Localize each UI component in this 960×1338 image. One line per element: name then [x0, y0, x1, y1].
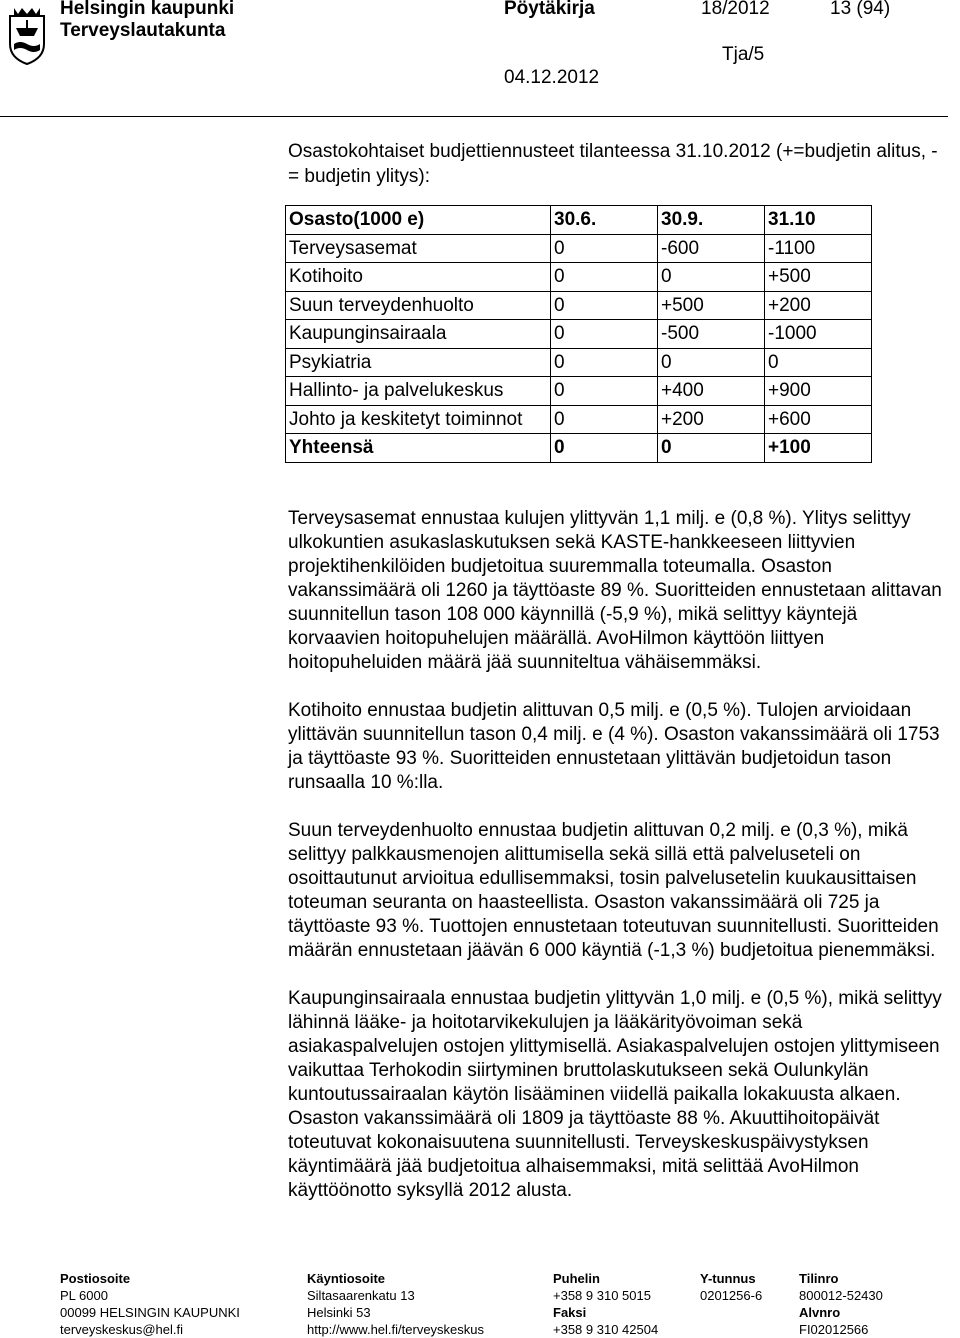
table-cell: +900: [765, 377, 872, 406]
table-cell: Johto ja keskitetyt toiminnot: [286, 405, 551, 434]
table-header-cell: 30.9.: [658, 206, 765, 235]
table-cell: 0: [551, 263, 658, 292]
table-cell: +500: [658, 291, 765, 320]
footer-line: PL 6000: [60, 1288, 108, 1303]
budget-forecast-table: [285, 205, 872, 463]
table-cell: 0: [551, 348, 658, 377]
table-row: [286, 405, 872, 434]
table-header-cell: Osasto(1000 e): [286, 206, 551, 235]
footer-business-id: [700, 1270, 762, 1304]
document-number: 18/2012: [701, 0, 770, 19]
table-cell: +200: [765, 291, 872, 320]
meeting-date: 04.12.2012: [504, 67, 600, 88]
helsinki-coat-of-arms-logo: [6, 4, 48, 66]
footer-account: [799, 1270, 883, 1338]
table-row: [286, 377, 872, 406]
table-header-cell: 31.10: [765, 206, 872, 235]
table-cell: Yhteensä: [286, 434, 551, 463]
table-cell: 0: [658, 348, 765, 377]
footer-phone: [553, 1270, 658, 1338]
footer-website-link[interactable]: http://www.hel.fi/terveyskeskus: [307, 1322, 485, 1337]
table-header-cell: 30.6.: [551, 206, 658, 235]
table-cell: Psykiatria: [286, 348, 551, 377]
footer-email-link[interactable]: terveyskeskus@hel.fi: [60, 1322, 184, 1337]
board-name: Terveyslautakunta: [60, 20, 226, 41]
table-cell: +400: [658, 377, 765, 406]
city-name: Helsingin kaupunki: [60, 0, 235, 19]
table-cell: 0: [551, 377, 658, 406]
table-header-row: [286, 206, 872, 235]
footer-label: Tilinro: [799, 1271, 839, 1286]
table-cell: Kaupunginsairaala: [286, 320, 551, 349]
table-cell: +100: [765, 434, 872, 463]
footer-label: Alvnro: [799, 1305, 841, 1320]
table-cell: Kotihoito: [286, 263, 551, 292]
paragraph-kotihoito: Kotihoito ennustaa budjetin alittuvan 0,5 milj. e (0,5 %). Tulojen arvioidaan ylittävän suunnitellun tason 0,4 milj. e (4 %). Osaston vakanssimäärä oli 1753 ja täyttöaste 93 %. Suoritteiden ennustetaan ylittävän budjetoidun tason runsaalla 10 %:lla.: [288, 700, 940, 793]
paragraph-suun-terveydenhuolto: Suun terveydenhuolto ennustaa budjetin alittuvan 0,2 milj. e (0,3 %), mikä selittyy palkkausmenojen alittumisella sekä sillä että palveluseteli on osoittautunut arvioitua edullisemmaksi, tosin palvelusetelin kuukausittaisen toteuman seuranta on haasteellista. Osaston vakanssimäärä oli 725 ja täyttöaste 93 %. Tuottojen ennustetaan toteutuvan suunnitellusti. Suoritteiden määrän ennustetaan jäävän 6 000 käyntiä (-1,3 %) budjetoitua pienemmäksi.: [288, 820, 939, 961]
table-cell: -600: [658, 234, 765, 263]
table-row: [286, 291, 872, 320]
table-row: [286, 263, 872, 292]
footer-line: +358 9 310 42504: [553, 1322, 659, 1337]
footer-visiting-address: [307, 1270, 484, 1338]
table-cell: Suun terveydenhuolto: [286, 291, 551, 320]
table-row: [286, 348, 872, 377]
table-cell: 0: [551, 291, 658, 320]
table-cell: -1000: [765, 320, 872, 349]
table-cell: 0: [658, 434, 765, 463]
table-row: [286, 234, 872, 263]
footer-line: 800012-52430: [799, 1288, 883, 1303]
table-cell: 0: [658, 263, 765, 292]
section-code: Tja/5: [722, 44, 765, 65]
intro-text: Osastokohtaiset budjettiennusteet tilanteessa 31.10.2012 (+=budjetin alitus, - = budjetin ylitys):: [288, 141, 938, 187]
document-type: Pöytäkirja: [504, 0, 595, 19]
table-cell: Terveysasemat: [286, 234, 551, 263]
table-cell: -1100: [765, 234, 872, 263]
footer-line: +358 9 310 5015: [553, 1288, 651, 1303]
table-cell: +500: [765, 263, 872, 292]
footer-line: FI02012566: [799, 1322, 869, 1337]
table-cell: 0: [551, 434, 658, 463]
page-number: 13 (94): [830, 0, 891, 19]
footer-label: Käyntiosoite: [307, 1271, 386, 1286]
table-row: [286, 320, 872, 349]
table-cell: 0: [765, 348, 872, 377]
table-cell: 0: [551, 405, 658, 434]
footer-label: Postiosoite: [60, 1271, 131, 1286]
footer-label: Puhelin: [553, 1271, 600, 1286]
footer-line: Siltasaarenkatu 13: [307, 1288, 415, 1303]
footer-label: Y-tunnus: [700, 1271, 756, 1286]
footer-postal-address: [60, 1270, 240, 1338]
table-total-row: [286, 434, 872, 463]
header-divider: [0, 116, 948, 117]
footer-line: 00099 HELSINGIN KAUPUNKI: [60, 1305, 240, 1320]
table-cell: +600: [765, 405, 872, 434]
footer-label: Faksi: [553, 1305, 587, 1320]
paragraph-terveysasemat: Terveysasemat ennustaa kulujen ylittyvän 1,1 milj. e (0,8 %). Ylitys selittyy ulkokuntien asukaslaskutuksen sekä KASTE-hankkeeseen liittyvien projektihenkilöiden budjetoitua suuremmalla toteumalla. Osaston vakanssimäärä oli 1260 ja täyttöaste 89 %. Suoritteiden ennustetaan alittavan suunnitellun tason 108 000 käynnillä (-5,9 %), mikä selittyy käyntejä korvaavien hoitopuhelujen määrällä. AvoHilmon käyttöön liittyen hoitopuheluiden määrä jää suunniteltua vähäisemmäksi.: [288, 508, 942, 673]
table-cell: Hallinto- ja palvelukeskus: [286, 377, 551, 406]
table-cell: -500: [658, 320, 765, 349]
footer-line: 0201256-6: [700, 1288, 763, 1303]
table-cell: 0: [551, 320, 658, 349]
footer-line: Helsinki 53: [307, 1305, 371, 1320]
table-cell: 0: [551, 234, 658, 263]
table-cell: +200: [658, 405, 765, 434]
body-text: [288, 507, 948, 1227]
paragraph-kaupunginsairaala: Kaupunginsairaala ennustaa budjetin ylittyvän 1,0 milj. e (0,5 %), mikä selittyy lähinnä lääke- ja hoitotarvikekulujen ja lääkärityövoiman sekä asiakaspalvelujen ostojen ylittymisellä. Asiakaspalvelujen ostojen ylittymiseen vaikuttaa Terhokodin siirtyminen bruttolaskutukseen sekä Oulunkylän kuntoutussairaalan käytön lisääminen viidellä paikalla lokakuusta alkaen. Osaston vakanssimäärä oli 1809 ja täyttöaste 88 %. Akuuttihoitopäivät toteutuvat kokonaisuutena suunnitellusti. Terveyskeskuspäivystyksen käyntimäärä jää budjetoitua alhaisemmaksi, mitä selittää AvoHilmon käyttöönotto syksyllä 2012 alusta.: [288, 988, 942, 1201]
